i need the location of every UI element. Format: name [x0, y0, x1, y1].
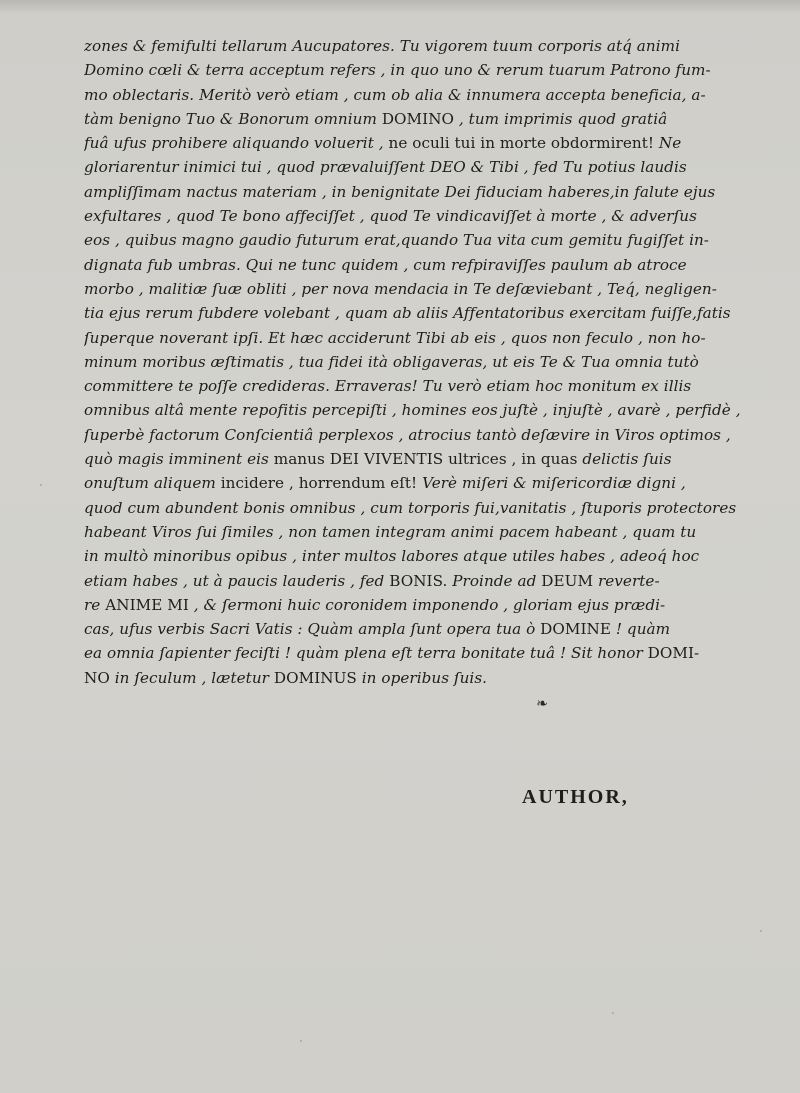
text-line: re ANIME MI , & ſermoni huic coronidem imponendo , gloriam ejus prædi-	[84, 595, 666, 614]
text-line: fuâ ufus prohibere aliquando voluerit , ne oculi tui in morte obdormirent! Ne	[84, 134, 682, 153]
text-line: quod cum abundent bonis omnibus , cum torporis fui,vanitatis , ſtuporis protectores	[84, 498, 737, 517]
text-line: cas, ufus verbis Sacri Vatis : Quàm ampla ſunt opera tua ò DOMINE ! quàm	[84, 620, 671, 639]
text-line: morbo , malitiæ ſuæ obliti , per nova mendacia in Te deſæviebant , Teq́, negligen-	[84, 279, 717, 298]
text-line: in multò minoribus opibus , inter multos labores atque utiles habes , adeoq́ hoc	[84, 547, 700, 566]
text-line: committere te poſſe credideras. Erraveras! Tu verò etiam hoc monitum ex illis	[84, 377, 692, 396]
text-line: tia ejus rerum fubdere volebant , quam ab aliis Affentatoribus exercitam fuiſſe,fatis	[84, 304, 731, 323]
text-line: ſuperbè factorum Conſcientiâ perplexos , atrocius tantò deſævire in Viros optimos ,	[84, 425, 731, 444]
text-line: gloriarentur inimici tui , quod prævaluiſſent DEO & Tibi , fed Tu potius laudis	[84, 158, 687, 177]
text-line: omnibus altâ mente repofitis percepiſti , homines eos juſtè , injuſtè , avarè , perfidè ,	[84, 401, 741, 420]
text-line: quò magis imminent eis manus DEI VIVENTIS ultrices , in quas delictis ſuis	[84, 450, 672, 469]
text-line: NO in ſeculum , lætetur DOMINUS in operibus ſuis.	[84, 668, 488, 687]
text-line: minum moribus æſtimatis , tua fidei ità obligaveras, ut eis Te & Tua omnia tutò	[84, 352, 699, 371]
text-line: ſuperque noverant ipſi. Et hæc acciderunt Tibi ab eis , quos non feculo , non ho-	[84, 328, 706, 347]
text-line: mo oblectaris. Meritò verò etiam , cum ob alia & innumera accepta beneficia, a-	[84, 85, 706, 104]
text-line: tàm benigno Tuo & Bonorum omnium DOMINO , tum imprimis quod gratiâ	[84, 109, 668, 128]
paper-speck	[300, 1040, 302, 1042]
text-line: dignata fub umbras. Qui ne tunc quidem , cum refpiraviſſes paulum ab atroce	[84, 255, 687, 274]
text-line: etiam habes , ut à paucis lauderis , fed BONIS. Proinde ad DEUM reverte-	[84, 571, 660, 590]
text-line: eos , quibus magno gaudio futurum erat,quando Tua vita cum gemitu fugiſſet in-	[84, 231, 709, 250]
text-line: onuſtum aliquem incidere , horrendum eſt! Verè miſeri & miſericordiæ digni ,	[84, 474, 686, 493]
paper-speck	[40, 484, 42, 486]
text-line: Domino cœli & terra acceptum refers , in quo uno & rerum tuarum Patrono fum-	[84, 61, 711, 80]
text-line: habeant Viros ſui ſimiles , non tamen integram animi pacem habeant , quam tu	[84, 522, 697, 541]
catchword: AUTHOR,	[522, 786, 629, 808]
text-line: ampliſſimam nactus materiam , in benignitate Dei fiduciam haberes,in falute ejus	[84, 182, 716, 201]
paper-speck	[760, 930, 762, 932]
paper-speck	[612, 1012, 614, 1014]
body-text	[84, 34, 774, 690]
text-line: ea omnia ſapienter feciſti ! quàm plena eſt terra bonitate tuâ ! Sit honor DOMI-	[84, 644, 700, 663]
printer-ornament-icon: ❧	[536, 696, 548, 712]
text-line: exfultares , quod Te bono affeciſſet , quod Te vindicaviſſet à morte , & adverſus	[84, 207, 697, 226]
text-line: zones & femifulti tellarum Aucupatores. Tu vigorem tuum corporis atq́ animi	[84, 37, 680, 55]
